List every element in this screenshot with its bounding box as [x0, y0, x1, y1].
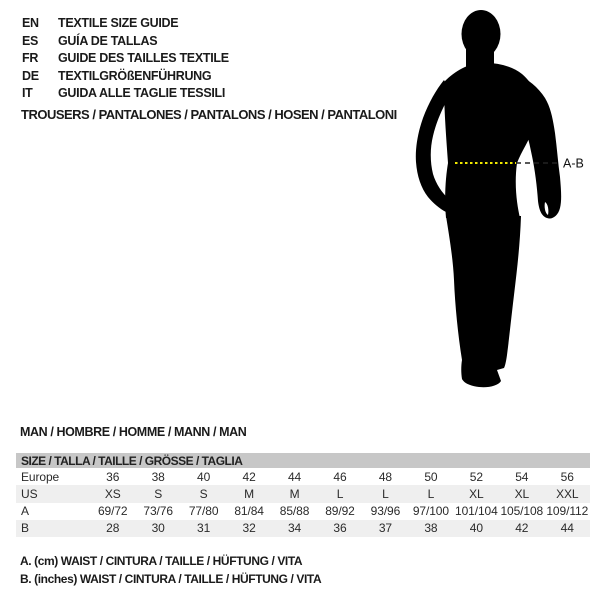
size-cell: 52 [469, 469, 483, 484]
row-values [90, 487, 590, 501]
size-cell: 48 [378, 469, 393, 484]
size-cell: 31 [197, 521, 211, 536]
size-cell: 34 [287, 521, 302, 536]
language-code: EN [22, 16, 39, 30]
language-row [22, 33, 229, 51]
size-cell: 36 [106, 469, 120, 484]
row-values [90, 521, 590, 535]
size-cell: 69/72 [97, 504, 128, 519]
size-cell: 81/84 [234, 504, 264, 519]
language-label: GUIDE DES TAILLES TEXTILE [58, 51, 229, 65]
size-cell: 44 [560, 521, 574, 536]
size-cell: M [244, 486, 255, 501]
man-silhouette [416, 10, 561, 387]
language-code: ES [22, 33, 39, 48]
row-label: US [21, 486, 38, 501]
man-silhouette-figure [400, 0, 600, 400]
row-values [90, 504, 590, 518]
size-cell: 32 [242, 521, 256, 536]
table-row-europe [16, 468, 590, 485]
size-table-body [16, 468, 590, 537]
silhouette-left-arm [416, 80, 449, 212]
size-table-header: SIZE / TALLA / TAILLE / GRÖSSE / TAGLIA [16, 453, 590, 468]
language-label: TEXTILE SIZE GUIDE [58, 16, 179, 30]
size-cell: 73/76 [143, 504, 173, 519]
size-cell: 56 [560, 469, 574, 484]
language-code: FR [22, 51, 39, 65]
gender-title: MAN / HOMBRE / HOMME / MANN / MAN [20, 425, 247, 439]
footnote-inches: B. (inches) WAIST / CINTURA / TAILLE / HÜFTUNG / VITA [20, 571, 322, 586]
size-cell: 28 [106, 521, 120, 536]
size-cell: 30 [151, 521, 165, 536]
language-row [22, 68, 229, 86]
size-cell: 109/112 [546, 504, 589, 519]
size-cell: 37 [378, 521, 393, 536]
size-cell: 40 [197, 469, 211, 484]
language-label: GUÍA DE TALLAS [58, 33, 158, 48]
row-label: A [21, 504, 29, 519]
size-cell: XL [469, 486, 484, 501]
size-cell: 38 [424, 521, 438, 536]
language-label: TEXTILGRÖßENFÜHRUNG [58, 68, 212, 83]
language-code: DE [22, 68, 39, 83]
size-cell: XS [104, 486, 121, 501]
size-cell: 54 [515, 469, 529, 484]
size-cell: XXL [556, 486, 579, 501]
size-cell: S [199, 486, 208, 501]
footnotes [20, 553, 321, 588]
size-cell: 77/80 [188, 504, 219, 519]
size-cell: 46 [333, 469, 347, 484]
language-row [22, 50, 229, 68]
row-label: Europe [21, 469, 60, 484]
size-cell: 38 [151, 469, 165, 484]
size-cell: 50 [424, 469, 438, 484]
size-cell: 93/96 [370, 504, 401, 519]
language-label: GUIDA ALLE TAGLIE TESSILI [58, 86, 226, 100]
size-cell: XL [514, 486, 530, 501]
size-cell: 44 [287, 469, 302, 484]
measure-label: A-B [563, 156, 584, 171]
product-category-title: TROUSERS / PANTALONES / PANTALONS / HOSEN / PANTALONI [21, 107, 397, 122]
row-values [90, 470, 590, 484]
size-cell: 40 [469, 521, 483, 536]
size-cell: 42 [515, 521, 529, 536]
table-row-a-cm [16, 503, 590, 520]
size-cell: S [154, 486, 163, 501]
size-table [16, 453, 590, 537]
size-cell: 89/92 [325, 504, 355, 519]
language-code: IT [22, 86, 33, 100]
table-row-b-inches [16, 520, 590, 537]
size-cell: 101/104 [455, 504, 498, 519]
language-row [22, 15, 229, 33]
size-cell: L [427, 486, 435, 501]
language-list [22, 15, 229, 103]
table-row-us [16, 485, 590, 502]
language-row [22, 85, 229, 103]
footnote-cm: A. (cm) WAIST / CINTURA / TAILLE / HÜFTUNG / VITA [20, 554, 303, 568]
size-cell: 36 [333, 521, 347, 536]
size-cell: 42 [242, 469, 256, 484]
size-cell: L [336, 486, 344, 501]
size-cell: 105/108 [500, 504, 544, 519]
row-label: B [21, 521, 29, 536]
size-cell: 97/100 [412, 504, 449, 519]
size-cell: M [289, 486, 300, 501]
size-cell: L [382, 486, 389, 501]
silhouette-legs [446, 216, 521, 387]
size-cell: 85/88 [279, 504, 310, 519]
